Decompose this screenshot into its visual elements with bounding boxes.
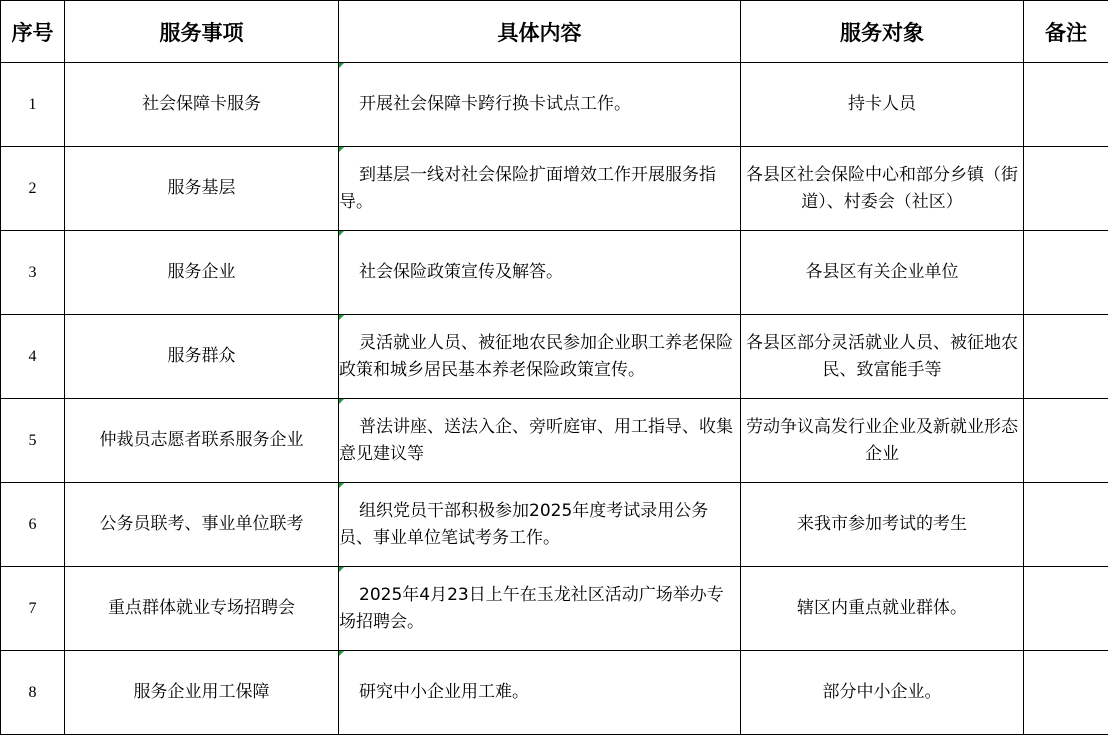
cell-content-text: 组织党员干部积极参加2025年度考试录用公务员、事业单位笔试考务工作。 — [339, 501, 708, 548]
cell-item[interactable]: 公务员联考、事业单位联考 — [65, 483, 339, 567]
cell-item[interactable]: 服务基层 — [65, 147, 339, 231]
cell-remark[interactable] — [1024, 63, 1108, 147]
cell-remark[interactable] — [1024, 399, 1108, 483]
cell-remark[interactable] — [1024, 231, 1108, 315]
cell-remark[interactable] — [1024, 567, 1108, 651]
header-remark[interactable]: 备注 — [1024, 1, 1108, 63]
table-row — [1, 63, 1108, 147]
cell-content-text: 到基层一线对社会保险扩面增效工作开展服务指导。 — [339, 165, 716, 212]
cell-target[interactable]: 辖区内重点就业群体。 — [741, 567, 1024, 651]
comment-marker-icon — [339, 483, 344, 488]
comment-marker-icon — [339, 231, 344, 236]
cell-target[interactable]: 各县区部分灵活就业人员、被征地农民、致富能手等 — [741, 315, 1024, 399]
cell-content[interactable] — [339, 315, 741, 399]
cell-content[interactable] — [339, 567, 741, 651]
comment-marker-icon — [339, 651, 344, 656]
comment-marker-icon — [339, 147, 344, 152]
cell-no[interactable]: 1 — [1, 63, 65, 147]
cell-no[interactable]: 3 — [1, 231, 65, 315]
cell-target[interactable]: 部分中小企业。 — [741, 651, 1024, 735]
cell-item[interactable]: 社会保障卡服务 — [65, 63, 339, 147]
header-content[interactable]: 具体内容 — [339, 1, 741, 63]
cell-content[interactable] — [339, 147, 741, 231]
cell-remark[interactable] — [1024, 483, 1108, 567]
cell-item[interactable]: 服务企业 — [65, 231, 339, 315]
cell-content-text: 普法讲座、送法入企、旁听庭审、用工指导、收集意见建议等 — [339, 417, 733, 464]
table-row — [1, 231, 1108, 315]
cell-content-text: 研究中小企业用工难。 — [359, 682, 529, 702]
table-row — [1, 399, 1108, 483]
cell-no[interactable]: 5 — [1, 399, 65, 483]
cell-content[interactable] — [339, 399, 741, 483]
cell-no[interactable]: 6 — [1, 483, 65, 567]
comment-marker-icon — [339, 63, 344, 68]
table-body — [1, 63, 1108, 735]
cell-remark[interactable] — [1024, 147, 1108, 231]
cell-item[interactable]: 重点群体就业专场招聘会 — [65, 567, 339, 651]
cell-content-text: 开展社会保障卡跨行换卡试点工作。 — [359, 94, 631, 114]
header-no[interactable]: 序号 — [1, 1, 65, 63]
cell-remark[interactable] — [1024, 651, 1108, 735]
comment-marker-icon — [339, 399, 344, 404]
cell-no[interactable]: 8 — [1, 651, 65, 735]
cell-content[interactable] — [339, 483, 741, 567]
cell-content-text: 社会保险政策宣传及解答。 — [359, 262, 563, 282]
cell-content-text: 2025年4月23日上午在玉龙社区活动广场举办专场招聘会。 — [339, 585, 724, 632]
header-item[interactable]: 服务事项 — [65, 1, 339, 63]
cell-target[interactable]: 持卡人员 — [741, 63, 1024, 147]
cell-remark[interactable] — [1024, 315, 1108, 399]
cell-no[interactable]: 2 — [1, 147, 65, 231]
cell-target[interactable]: 各县区有关企业单位 — [741, 231, 1024, 315]
table-row — [1, 315, 1108, 399]
table-row — [1, 651, 1108, 735]
table-row — [1, 567, 1108, 651]
comment-marker-icon — [339, 315, 344, 320]
cell-no[interactable]: 4 — [1, 315, 65, 399]
cell-content[interactable] — [339, 651, 741, 735]
cell-item[interactable]: 仲裁员志愿者联系服务企业 — [65, 399, 339, 483]
cell-content[interactable] — [339, 63, 741, 147]
cell-content-text: 灵活就业人员、被征地农民参加企业职工养老保险政策和城乡居民基本养老保险政策宣传。 — [339, 333, 733, 380]
cell-item[interactable]: 服务群众 — [65, 315, 339, 399]
table-row — [1, 483, 1108, 567]
comment-marker-icon — [339, 567, 344, 572]
cell-target[interactable]: 劳动争议高发行业企业及新就业形态企业 — [741, 399, 1024, 483]
cell-item[interactable]: 服务企业用工保障 — [65, 651, 339, 735]
header-target[interactable]: 服务对象 — [741, 1, 1024, 63]
cell-target[interactable]: 来我市参加考试的考生 — [741, 483, 1024, 567]
cell-content[interactable] — [339, 231, 741, 315]
table-row — [1, 147, 1108, 231]
cell-target[interactable]: 各县区社会保险中心和部分乡镇（街道）、村委会（社区） — [741, 147, 1024, 231]
cell-no[interactable]: 7 — [1, 567, 65, 651]
header-row — [1, 1, 1108, 63]
